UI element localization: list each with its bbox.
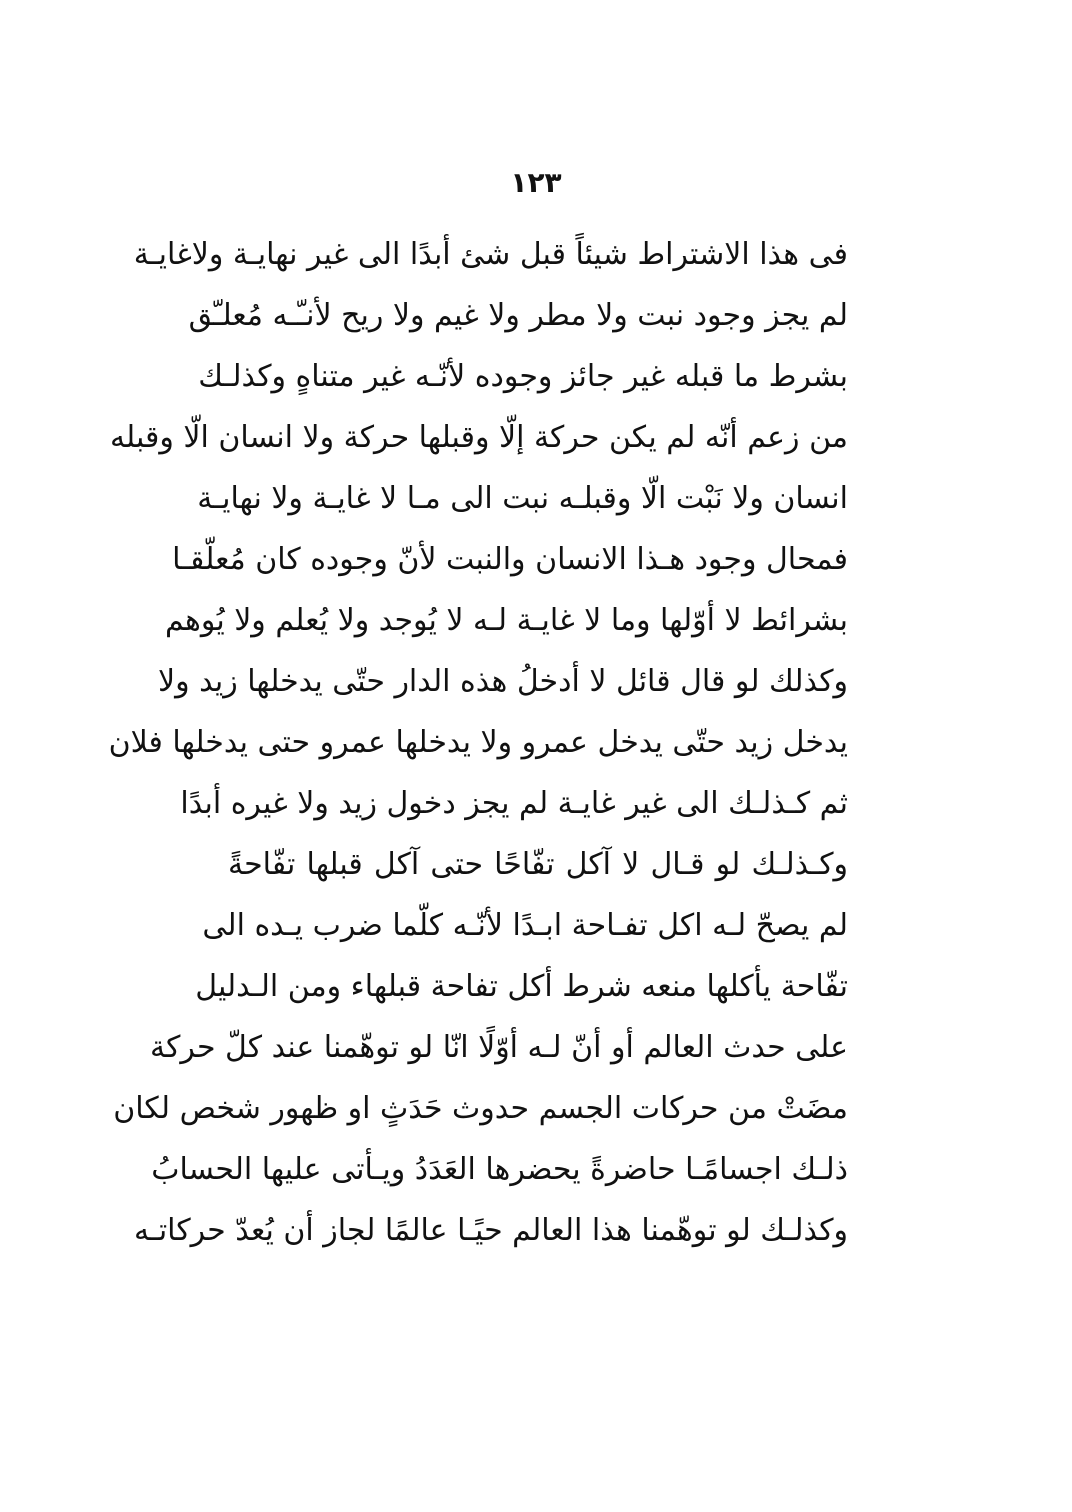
text-line: ذلـك اجسامًـا حاضرةً يحضرها العَدَدُ ويـأتى عليها الحسابُ xyxy=(151,1152,848,1187)
text-line: وكذلـك لو توهّمنا هذا العالم حيًـا عالمًا لجاز أن يُعدّ حركاتـه xyxy=(133,1213,848,1248)
text-line: تفّاحة يأكلها منعه شرط أكل تفاحة قبلهاء ومن الـدليل xyxy=(195,969,848,1004)
text-line: فى هذا الاشتراط شيئاً قبل شئ أبدًا الى غير نهايـة ولاغايـة xyxy=(133,237,848,272)
text-line: لم يجز وجود نبت ولا مطر ولا غيم ولا ريح لأنـّـه مُعلـّق xyxy=(188,298,848,333)
text-line: بشرائط لا أوّلها وما لا غايـة لـه لا يُوجد ولا يُعلم ولا يُوهم xyxy=(165,603,848,638)
text-line: وكـذلـك لو قـال لا آكل تفّاحًا حتى آكل قبلها تفّاحةً xyxy=(228,847,848,882)
page-number: ١٢٣ xyxy=(510,166,562,199)
text-line: ثم كـذلـك الى غير غايـة لم يجز دخول زيد ولا غيره أبدًا xyxy=(180,786,848,821)
text-line: وكذلك لو قال قائل لا أدخلُ هذه الدار حتّى يدخلها زيد ولا xyxy=(157,664,848,699)
text-line: على حدث العالم أو أنّ لـه أوّلًا انّا لو توهّمنا عند كلّ حركة xyxy=(150,1030,848,1065)
text-line: انسان ولا نَبْت الّا وقبلـه نبت الى مـا لا غايـة ولا نهايـة xyxy=(197,481,848,516)
text-line: لم يصحّ لـه اكل تفـاحة ابـدًا لأنّـه كلّما ضرب يـده الى xyxy=(202,908,848,943)
text-line: بشرط ما قبله غير جائز وجوده لأنّـه غير متناهٍ وكذلـك xyxy=(198,359,848,394)
text-line: من زعم أنّه لم يكن حركة إلّا وقبلها حركة ولا انسان الّا وقبله xyxy=(109,420,848,455)
text-line: فمحال وجود هـذا الانسان والنبت لأنّ وجوده كان مُعلّقـا xyxy=(172,542,848,577)
text-line: مضَتْ من حركات الجسم حدوث حَدَثٍ او ظهور شخص لكان xyxy=(113,1091,848,1126)
body-text xyxy=(108,224,848,1261)
text-line: يدخل زيد حتّى يدخل عمرو ولا يدخلها عمرو حتى يدخلها فلان xyxy=(108,725,848,760)
